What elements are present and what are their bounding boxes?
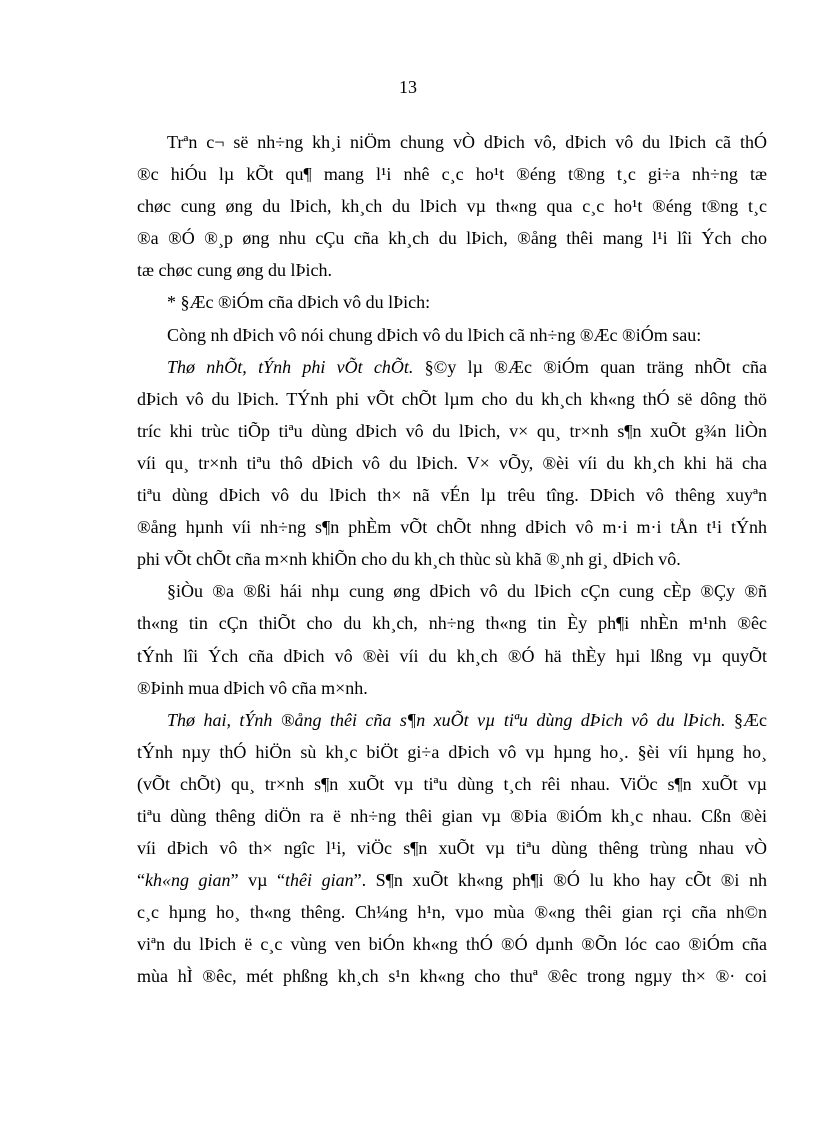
italic-term: thêi gian bbox=[285, 870, 354, 891]
text-line bbox=[137, 447, 767, 479]
text-line bbox=[137, 896, 767, 928]
line-text: viªn du lÞich ë c¸c vùng ven biÓn kh«ng thÓ ®Ó dµnh ®Õn lóc cao ®iÓm cña bbox=[137, 934, 767, 955]
text-line bbox=[137, 222, 767, 254]
line-text: ®c hiÓu lµ kÕt qu¶ mang l¹i nhê c¸c ho¹t ®éng t®ng t¸c gi÷a nh÷ng tæ bbox=[137, 164, 767, 185]
text-line bbox=[167, 704, 767, 736]
line-text: (vÕt chÕt) qu¸ tr×nh s¶n xuÕt vµ tiªu dùng t¸ch rêi nhau. ViÖc s¶n xuÕt vµ bbox=[137, 773, 767, 794]
text-line bbox=[167, 351, 767, 383]
line-text: ®a ®Ó ®¸p øng nhu cÇu cña kh¸ch du lÞich, ®ång thêi mang l¹i lîi Ých cho bbox=[137, 228, 767, 249]
text-line bbox=[137, 543, 767, 575]
text-line bbox=[167, 575, 767, 607]
line-text: tÝnh nµy thÓ hiÖn sù kh¸c biÖt gi÷a dÞich vô vµ hµng ho¸. §èi víi hµng ho¸ bbox=[137, 741, 767, 762]
text-line bbox=[137, 768, 767, 800]
text-line bbox=[167, 319, 767, 351]
text-line bbox=[137, 254, 767, 286]
line-text: Trªn c¬ së nh÷ng kh¸i niÖm chung vÒ dÞich vô, dÞich vô du lÞich cã thÓ bbox=[167, 132, 767, 152]
line-text: §©y lµ ®Æc ®iÓm quan träng nhÕt cña bbox=[413, 356, 767, 377]
line-text: ®ång hµnh víi nh÷ng s¶n phÈm vÕt chÕt nhng dÞich vô m·i m·i tÅn t¹i tÝnh bbox=[137, 517, 767, 538]
text-line bbox=[167, 286, 767, 318]
line-text: dÞich vô du lÞich. TÝnh phi vÕt chÕt lµm cho du kh¸ch kh«ng thÓ së dông thö bbox=[137, 388, 767, 409]
line-text: tríc khi trùc tiÕp tiªu dùng dÞich vô du lÞich, v× qu¸ tr×nh s¶n xuÕt g¾n liÒn bbox=[137, 420, 767, 441]
line-text: víi dÞich vô th× ngîc l¹i, viÖc s¶n xuÕt vµ tiªu dùng thêng trùng nhau vÒ bbox=[137, 838, 767, 859]
text-line bbox=[137, 672, 767, 704]
text-line bbox=[137, 190, 767, 222]
line-text: tiªu dùng thêng diÖn ra ë nh÷ng thêi gian vµ ®Þia ®iÓm kh¸c nhau. Cßn ®èi bbox=[137, 805, 767, 826]
line-text: chøc cung øng du lÞich, kh¸ch du lÞich vµ th«ng qua c¸c ho¹t ®éng t®ng t¸c bbox=[137, 196, 767, 217]
line-text: th«ng tin cÇn thiÕt cho du kh¸ch, nh÷ng th«ng tin Èy ph¶i nhÈn m¹nh ®êc bbox=[137, 613, 767, 634]
line-text: c¸c hµng ho¸ th«ng thêng. Ch¼ng h¹n, vµo mùa ®«ng thêi gian rçi cña nh©n bbox=[137, 902, 767, 923]
text-line bbox=[137, 479, 767, 511]
line-text: §iÒu ®a ®ßi hái nhµ cung øng dÞich vô du lÞich cÇn cung cÈp ®Çy ®ñ bbox=[167, 581, 767, 602]
line-text: ” vµ “ bbox=[230, 870, 286, 891]
italic-heading: Thø nhÕt, tÝnh phi vÕt chÕt. bbox=[167, 356, 414, 377]
italic-term: kh«ng gian bbox=[145, 870, 231, 891]
text-line bbox=[137, 960, 767, 992]
text-line bbox=[137, 864, 767, 896]
italic-heading: Thø hai, tÝnh ®ång thêi cña s¶n xuÕt vµ tiªu dùng dÞich vô du lÞich. bbox=[167, 709, 726, 730]
text-line bbox=[137, 511, 767, 543]
line-text: víi qu¸ tr×nh tiªu thô dÞich vô du lÞich. V× vÕy, ®èi víi du kh¸ch khi hä cha bbox=[137, 452, 767, 473]
text-line bbox=[137, 736, 767, 768]
line-text: tæ chøc cung øng du lÞich. bbox=[137, 260, 332, 281]
text-line bbox=[137, 415, 767, 447]
line-text: mùa hÌ ®êc, mét phßng kh¸ch s¹n kh«ng cho thuª ®êc trong ngµy th× ®· coi bbox=[137, 966, 767, 987]
line-text: tÝnh lîi Ých cña dÞich vô ®èi víi du kh¸ch ®Ó hä thÈy hµi lßng vµ quyÕt bbox=[137, 645, 767, 666]
text-line bbox=[137, 928, 767, 960]
text-line bbox=[137, 158, 767, 190]
line-text: ”. S¶n xuÕt kh«ng ph¶i ®Ó lu kho hay cÕt ®i nh bbox=[353, 870, 767, 891]
text-line bbox=[137, 607, 767, 639]
line-text: tiªu dùng dÞich vô du lÞich th× nã vÉn lµ trêu tîng. DÞich vô thêng xuyªn bbox=[137, 485, 767, 506]
line-text: ®Þinh mua dÞich vô cña m×nh. bbox=[137, 677, 368, 698]
text-line bbox=[137, 800, 767, 832]
line-text: Còng nh dÞich vô nói chung dÞich vô du lÞich cã nh÷ng ®Æc ®iÓm sau: bbox=[167, 324, 702, 345]
page-number: 13 bbox=[399, 77, 417, 97]
text-line bbox=[137, 640, 767, 672]
line-text: §Æc bbox=[725, 709, 767, 730]
text-line bbox=[137, 383, 767, 415]
body-text bbox=[137, 126, 767, 993]
text-line bbox=[137, 832, 767, 864]
line-text: * §Æc ®iÓm cña dÞich vô du lÞich: bbox=[167, 292, 431, 313]
line-text: “ bbox=[137, 870, 145, 891]
line-text: phi vÕt chÕt cña m×nh khiÕn cho du kh¸ch thùc sù khã ®¸nh gi¸ dÞich vô. bbox=[137, 549, 681, 570]
text-line bbox=[167, 126, 767, 158]
